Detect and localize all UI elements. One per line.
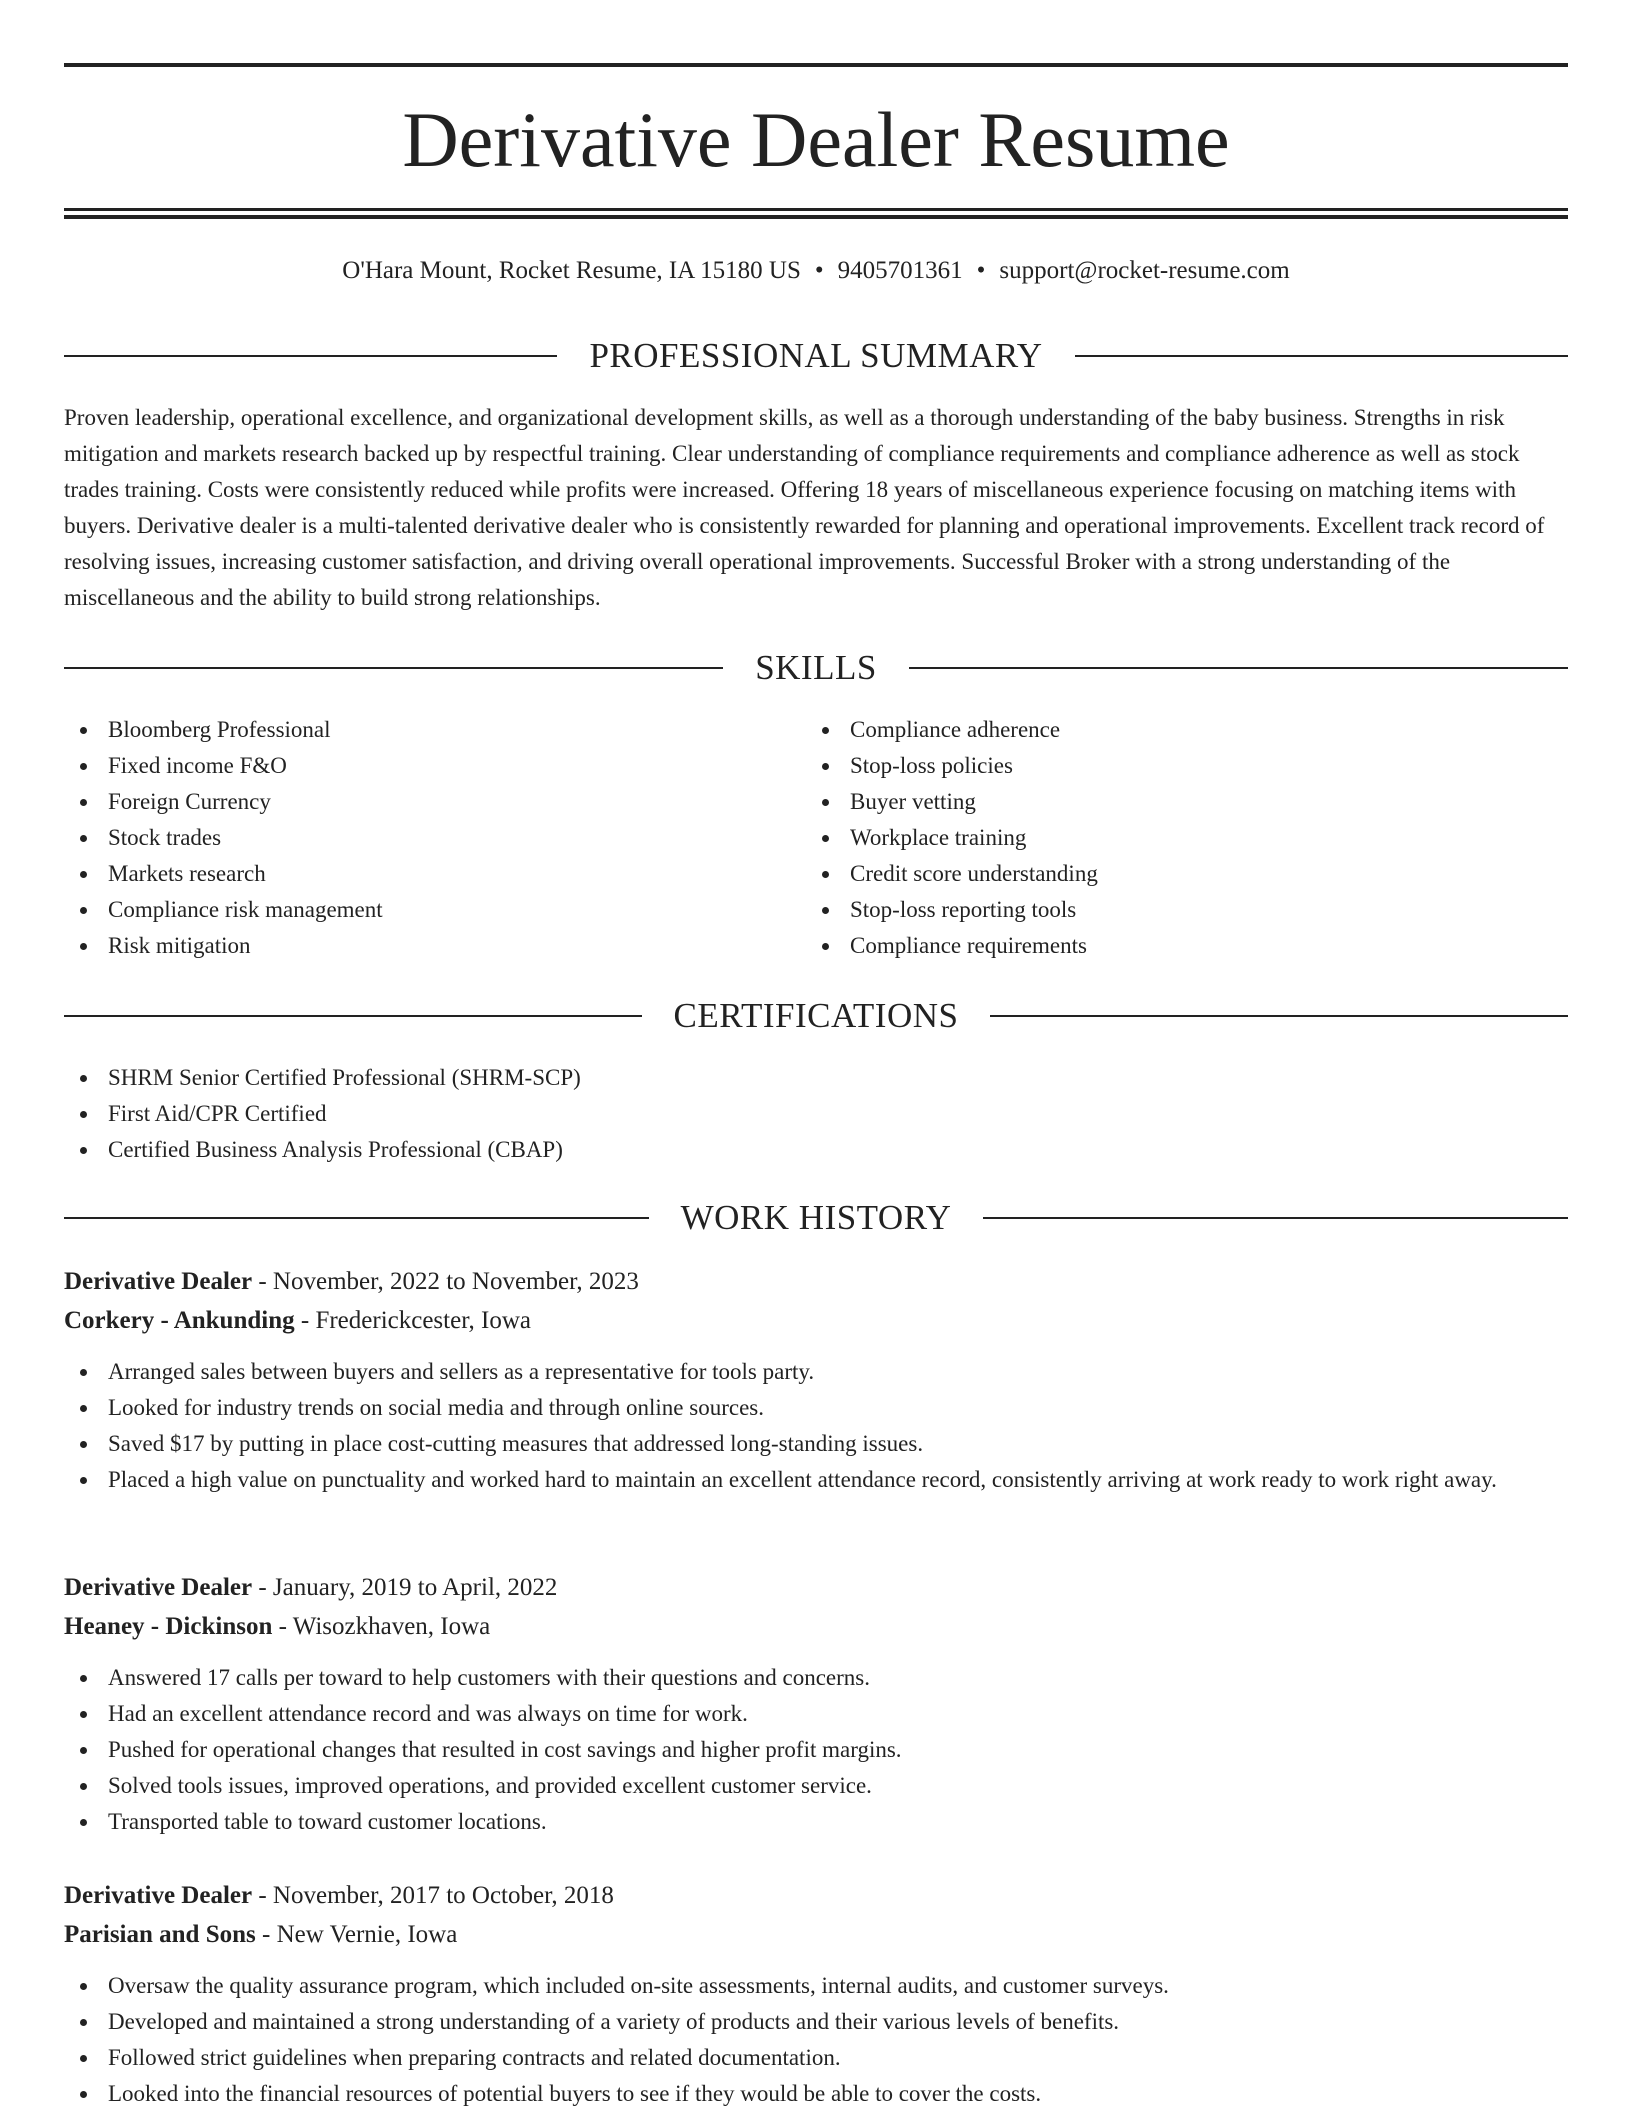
job-title: Derivative Dealer — [64, 1268, 253, 1295]
job-duties-list — [64, 1968, 1568, 2112]
title-rule-upper — [64, 208, 1568, 211]
job-location: - Frederickcester, Iowa — [294, 1307, 532, 1334]
contact-address: O'Hara Mount, Rocket Resume, IA 15180 US — [342, 257, 801, 284]
job-duty: Transported table to toward customer locations. — [64, 1804, 1568, 1840]
job-duty: Oversaw the quality assurance program, which included on-site assessments, internal audits, and customer surveys. — [64, 1968, 1568, 2004]
section-title: SKILLS — [755, 648, 877, 687]
section-heading-skills — [64, 646, 1568, 690]
job-duty: Pushed for operational changes that resulted in cost savings and higher profit margins. — [64, 1732, 1568, 1768]
job-entry — [64, 1876, 1568, 2112]
job-duty: Answered 17 calls per toward to help customers with their questions and concerns. — [64, 1660, 1568, 1696]
skill-item: Risk mitigation — [64, 928, 804, 964]
heading-rule — [1075, 355, 1568, 357]
job-duties-list — [64, 1354, 1568, 1498]
skill-item: Fixed income F&O — [64, 748, 804, 784]
skill-item: Workplace training — [806, 820, 1566, 856]
skills-list-left — [64, 712, 804, 964]
certification-item: SHRM Senior Certified Professional (SHRM-SCP) — [64, 1060, 1568, 1096]
job-title-line — [64, 1262, 1568, 1301]
section-heading-work-history — [64, 1196, 1568, 1240]
skill-item: Buyer vetting — [806, 784, 1566, 820]
skill-item: Markets research — [64, 856, 804, 892]
skill-item: Credit score understanding — [806, 856, 1566, 892]
heading-rule — [909, 667, 1568, 669]
heading-rule — [64, 1015, 642, 1017]
heading-rule — [990, 1015, 1568, 1017]
contact-separator: • — [814, 257, 824, 284]
certification-item: First Aid/CPR Certified — [64, 1096, 1568, 1132]
contact-email: support@rocket-resume.com — [999, 257, 1290, 284]
job-duty: Had an excellent attendance record and was always on time for work. — [64, 1696, 1568, 1732]
job-location: - New Vernie, Iowa — [255, 1921, 458, 1948]
section-title: PROFESSIONAL SUMMARY — [589, 336, 1043, 375]
job-duty: Solved tools issues, improved operations, and provided excellent customer service. — [64, 1768, 1568, 1804]
job-company: Parisian and Sons — [64, 1921, 256, 1948]
contact-phone: 9405701361 — [837, 257, 963, 284]
job-duties-list — [64, 1660, 1568, 1840]
job-company: Corkery - Ankunding — [64, 1307, 295, 1334]
skills-list-right — [806, 712, 1566, 964]
skill-item: Bloomberg Professional — [64, 712, 804, 748]
contact-separator: • — [976, 257, 986, 284]
job-duty: Saved $17 by putting in place cost-cutting measures that addressed long-standing issues. — [64, 1426, 1568, 1462]
heading-rule — [64, 667, 723, 669]
skills-column-right — [806, 712, 1566, 964]
job-company: Heaney - Dickinson — [64, 1613, 273, 1640]
skill-item: Foreign Currency — [64, 784, 804, 820]
job-dates: - November, 2022 to November, 2023 — [252, 1268, 639, 1295]
skill-item: Compliance requirements — [806, 928, 1566, 964]
heading-rule — [64, 355, 557, 357]
job-title-line — [64, 1568, 1568, 1607]
title-rule-lower — [64, 215, 1568, 219]
job-title: Derivative Dealer — [64, 1882, 253, 1909]
job-company-line — [64, 1301, 1568, 1340]
certifications-list — [64, 1060, 1568, 1168]
job-duty: Looked into the financial resources of potential buyers to see if they would be able to cover the costs. — [64, 2076, 1568, 2112]
job-duty: Developed and maintained a strong understanding of a variety of products and their various levels of benefits. — [64, 2004, 1568, 2040]
section-heading-summary — [64, 334, 1568, 378]
certifications-block — [64, 1060, 1568, 1168]
skills-column-left — [64, 712, 804, 964]
heading-rule — [64, 1217, 649, 1219]
skill-item: Compliance adherence — [806, 712, 1566, 748]
job-duty: Placed a high value on punctuality and worked hard to maintain an excellent attendance record, consistently arriving at work ready to work right away. — [64, 1462, 1568, 1498]
job-company-line — [64, 1915, 1568, 1954]
skill-item: Stop-loss reporting tools — [806, 892, 1566, 928]
job-duty: Looked for industry trends on social media and through online sources. — [64, 1390, 1568, 1426]
skill-item: Compliance risk management — [64, 892, 804, 928]
section-title: WORK HISTORY — [680, 1198, 952, 1237]
resume-title: Derivative Dealer Resume — [402, 96, 1230, 183]
job-title-line — [64, 1876, 1568, 1915]
job-duty: Arranged sales between buyers and sellers as a representative for tools party. — [64, 1354, 1568, 1390]
skill-item: Stock trades — [64, 820, 804, 856]
job-location: - Wisozkhaven, Iowa — [272, 1613, 491, 1640]
summary-text: Proven leadership, operational excellence, and organizational development skills, as well as a thorough understanding of the baby business. Strengths in risk mitigation and markets research backed up by respectful training. Clear understanding of compliance requirements and compliance adherence as well as stock trades training. Costs were consistently reduced while profits were increased. Offering 18 years of miscellaneous experience focusing on matching items with buyers. Derivative dealer is a multi-talented derivative dealer who is consistently rewarded for planning and operational improvements. Excellent track record of resolving issues, increasing customer satisfaction, and driving overall operational improvements. Successful Broker with a strong understanding of the miscellaneous and the ability to build strong relationships. — [64, 405, 1545, 610]
contact-line — [64, 254, 1568, 288]
job-duty: Followed strict guidelines when preparing contracts and related documentation. — [64, 2040, 1568, 2076]
section-title: CERTIFICATIONS — [673, 996, 959, 1035]
job-dates: - January, 2019 to April, 2022 — [252, 1574, 558, 1601]
section-heading-certifications — [64, 994, 1568, 1038]
job-entry — [64, 1262, 1568, 1498]
certification-item: Certified Business Analysis Professional (CBAP) — [64, 1132, 1568, 1168]
skill-item: Stop-loss policies — [806, 748, 1566, 784]
top-rule — [64, 63, 1568, 67]
job-entry — [64, 1568, 1568, 1840]
job-dates: - November, 2017 to October, 2018 — [252, 1882, 614, 1909]
job-company-line — [64, 1607, 1568, 1646]
job-title: Derivative Dealer — [64, 1574, 253, 1601]
heading-rule — [983, 1217, 1568, 1219]
